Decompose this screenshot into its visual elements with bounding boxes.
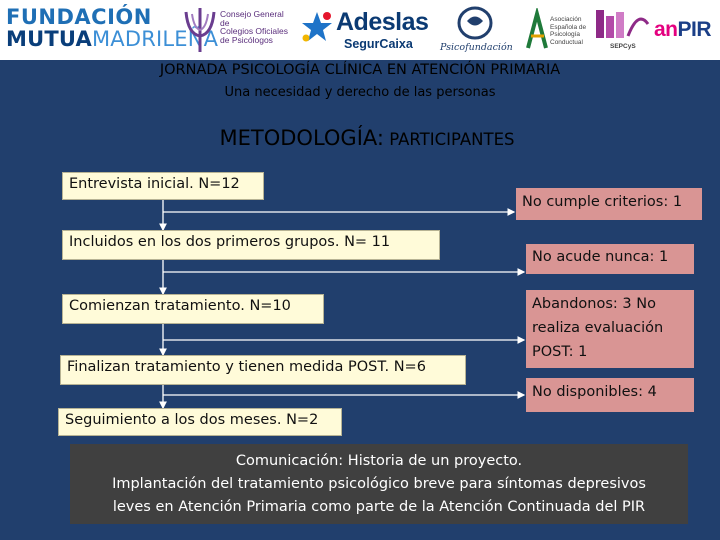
- info-line-2: Implantación del tratamiento psicológico breve para síntomas depresivos: [112, 476, 646, 492]
- info-line-1: Comunicación: Historia de un proyecto.: [235, 453, 523, 469]
- exclusion-no-acude: No acude nunca: 1: [526, 244, 694, 274]
- flow-step-comienzan: Comienzan tratamiento. N=10: [62, 294, 324, 324]
- exclusion-no-disponibles: No disponibles: 4: [526, 378, 694, 412]
- logo-text: Conductual: [550, 38, 583, 46]
- event-subtitle: Una necesidad y derecho de las personas: [224, 85, 496, 100]
- communication-info-box: [70, 444, 688, 524]
- logo-text: MADRILEÑA: [91, 27, 219, 51]
- logo-text: Consejo General de: [220, 9, 284, 28]
- logo-text: FUNDACIÓN: [6, 5, 152, 29]
- logo-text: Española de: [550, 23, 587, 31]
- logo-text: de Psicólogos: [220, 34, 273, 45]
- logo-text: Adeslas: [336, 8, 429, 36]
- flow-step-incluidos: Incluidos en los dos primeros grupos. N= 11: [62, 230, 440, 260]
- flow-step-seguimiento: Seguimiento a los dos meses. N=2: [58, 408, 342, 436]
- logo-text: Asociación: [550, 16, 582, 23]
- logo-text: MUTUA: [6, 27, 92, 51]
- event-title: JORNADA PSICOLOGÍA CLÍNICA EN ATENCIÓN PRIMARIA: [159, 62, 561, 78]
- exclusion-no-cumple: No cumple criterios: 1: [516, 188, 702, 220]
- section-title-main: METODOLOGÍA:: [219, 126, 384, 150]
- logo-text: PIR: [677, 18, 712, 41]
- exclusion-abandonos: Abandonos: 3 No realiza evaluación POST: 1: [526, 290, 694, 368]
- section-title-sub: PARTICIPANTES: [383, 130, 515, 149]
- logo-text: Psicología: [550, 31, 580, 38]
- flow-step-entrevista: Entrevista inicial. N=12: [62, 172, 264, 200]
- logo-text: an: [654, 18, 678, 41]
- flow-step-finalizan: Finalizan tratamiento y tienen medida POST. N=6: [60, 355, 466, 385]
- info-line-3: leves en Atención Primaria como parte de la Atención Continuada del PIR: [112, 499, 646, 515]
- logo-text: SegurCaixa: [344, 37, 413, 51]
- logo-text: Colegios Oficiales: [220, 26, 289, 36]
- logo-text: SEPCyS: [610, 43, 636, 50]
- logo-text: Psicofundación: [440, 42, 513, 53]
